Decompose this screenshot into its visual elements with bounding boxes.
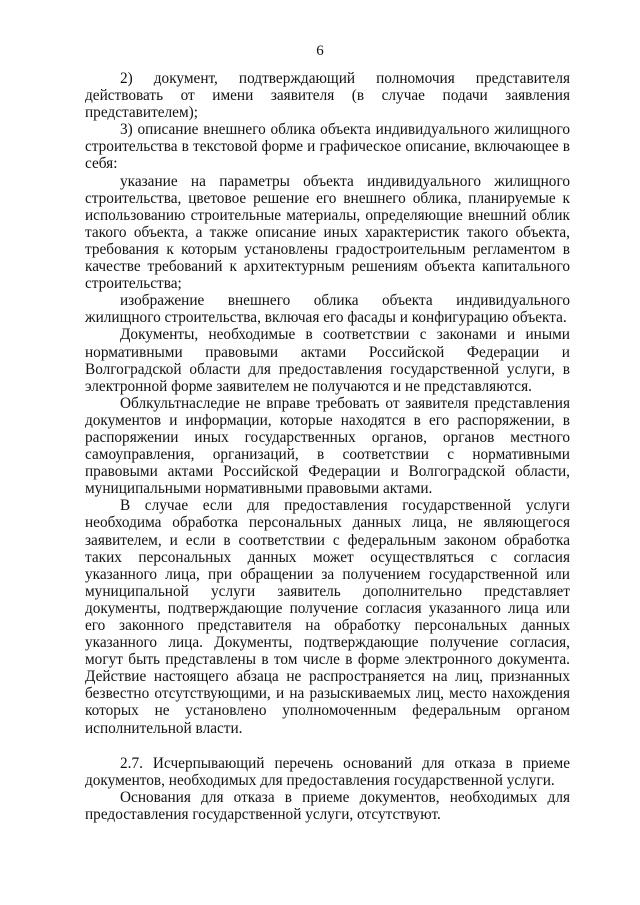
paragraph-agency-restrictions: Облкультнаследие не вправе требовать от заявителя представления документов и информации, которые находятся в его распоряжении, в распоряжении иных государственных органов, органов местного самоуправления, организаций, в соответствии с нормативными правовыми актами Российской Федерации и Волгоградской области, муниципальными нормативными правовыми актами. [85, 394, 570, 498]
paragraph-no-refusal-grounds: Основания для отказа в приеме документов, необходимых для предоставления государственной услуги, отсутствуют. [85, 788, 570, 823]
paragraph-electronic-documents: Документы, необходимые в соответствии с законами и иными нормативными правовыми актами Российской Федерации и Волгоградской области для предоставления государственной услуги, в электронной форме заявителем не получаются и не представляются. [85, 326, 570, 395]
page-number: 6 [316, 43, 324, 59]
paragraph-appearance-description: 3) описание внешнего облика объекта индивидуального жилищного строительства в текстовой форме и графическое описание, включающее в себя: [85, 121, 570, 173]
paragraph-personal-data: В случае если для предоставления государственной услуги необходима обработка персональных данных лица, не являющегося заявителем, и если в соответствии с федеральным законом обработка таких персональных данных может осуществляться с согласия указанного лица, при обращении за получением государственной или муниципальной услуги заявитель дополнительно представляет документы, подтверждающие получение согласия указанного лица или его законного представителя на обработку персональных данных указанного лица. Документы, подтверждающие получение согласия, могут быть представлены в том числе в форме электронного документа. Действие настоящего абзаца не распространяется на лиц, признанных безвестно отсутствующими, и на разыскиваемых лиц, место нахождения которых не установлено уполномоченным федеральным органом исполнительной власти. [85, 497, 570, 737]
paragraph-representative-document: 2) документ, подтверждающий полномочия представителя действовать от имени заявителя (в случае подачи заявления представителем); [85, 70, 570, 122]
document-body [85, 70, 570, 823]
section-heading-2-7: 2.7. Исчерпывающий перечень оснований для отказа в приеме документов, необходимых для предоставления государственной услуги. [85, 754, 570, 789]
paragraph-appearance-image: изображение внешнего облика объекта индивидуального жилищного строительства, включая его фасады и конфигурацию объекта. [85, 292, 570, 327]
paragraph-parameters-indication: указание на параметры объекта индивидуального жилищного строительства, цветовое решение его внешнего облика, планируемые к использованию строительные материалы, определяющие внешний облик такого объекта, а также описание иных характеристик такого объекта, требования к которым установлены градостроительным регламентом в качестве требований к архитектурным решениям объекта капитального строительства; [85, 172, 570, 293]
